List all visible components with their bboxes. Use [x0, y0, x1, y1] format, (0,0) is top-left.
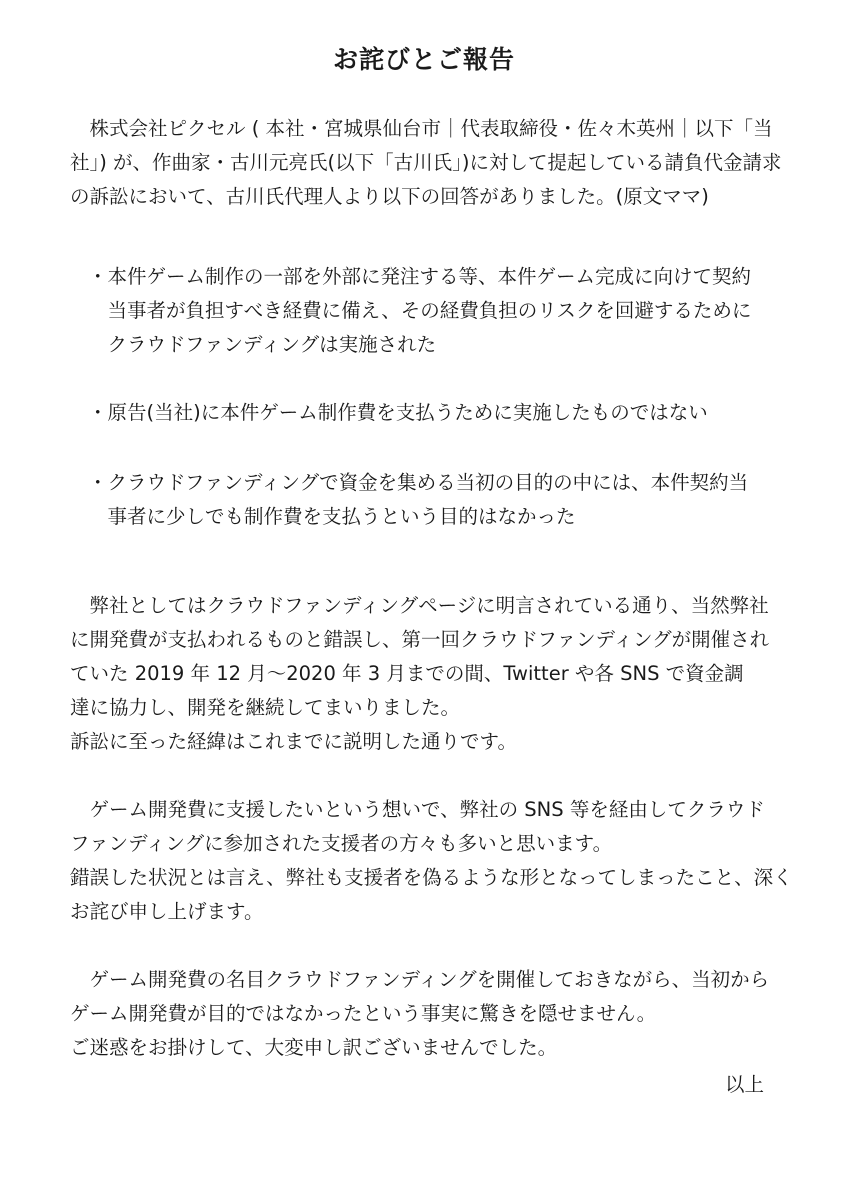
paragraph-line: 達に協力し、開発を継続してまいりました。 — [70, 696, 461, 719]
paragraph-line: ファンディングに参加された支援者の方々も多いと思います。 — [70, 832, 613, 855]
bullet-line: 当事者が負担すべき経費に備え、その経費負担のリスクを回避するために — [88, 299, 752, 322]
paragraph-line: 訴訟に至った経緯はこれまでに説明した通りです。 — [70, 730, 517, 753]
paragraph-line: ご迷惑をお掛けして、大変申し訳ございませんでした。 — [70, 1036, 558, 1059]
paragraph-line: ゲーム開発費の名目クラウドファンディングを開催しておきながら、当初から — [70, 968, 770, 991]
paragraph-line: 錯誤した状況とは言え、弊社も支援者を偽るような形となってしまったこと、深く — [70, 866, 793, 889]
paragraph-line: ゲーム開発費に支援したいという想いで、弊社の SNS 等を経由してクラウド — [70, 798, 765, 821]
paragraph-line: ゲーム開発費が目的ではなかったという事実に驚きを隠せません。 — [70, 1002, 657, 1025]
intro-line: 株式会社ピクセル ( 本社・宮城県仙台市｜代表取締役・佐々木英州｜以下「当 — [70, 117, 773, 140]
paragraph-line: 弊社としてはクラウドファンディングページに明言されている通り、当然弊社 — [70, 594, 769, 617]
intro-line: の訴訟において、古川氏代理人より以下の回答がありました。(原文ママ) — [70, 185, 709, 208]
bullet-line: ・原告(当社)に本件ゲーム制作費を支払うために実施したものではない — [88, 401, 708, 424]
closing-text: 以上 — [724, 1073, 764, 1096]
bullet-line: ・本件ゲーム制作の一部を外部に発注する等、本件ゲーム完成に向けて契約 — [88, 265, 752, 288]
intro-line: 社」) が、作曲家・古川元亮氏(以下「古川氏」)に対して提起している請負代金請求 — [70, 151, 782, 174]
bullet-line: ・クラウドファンディングで資金を集める当初の目的の中には、本件契約当 — [88, 471, 749, 494]
bullet-line: クラウドファンディングは実施された — [88, 333, 437, 356]
paragraph-line: に開発費が支払われるものと錯誤し、第一回クラウドファンディングが開催され — [70, 628, 770, 651]
bullet-line: 事者に少しでも制作費を支払うという目的はなかった — [88, 505, 576, 528]
paragraph-line: ていた 2019 年 12 月～2020 年 3 月までの間、Twitter や各 SNS で資金調 — [70, 662, 744, 685]
paragraph-line: お詫び申し上げます。 — [70, 900, 264, 923]
document-title: お詫びとご報告 — [332, 45, 515, 74]
